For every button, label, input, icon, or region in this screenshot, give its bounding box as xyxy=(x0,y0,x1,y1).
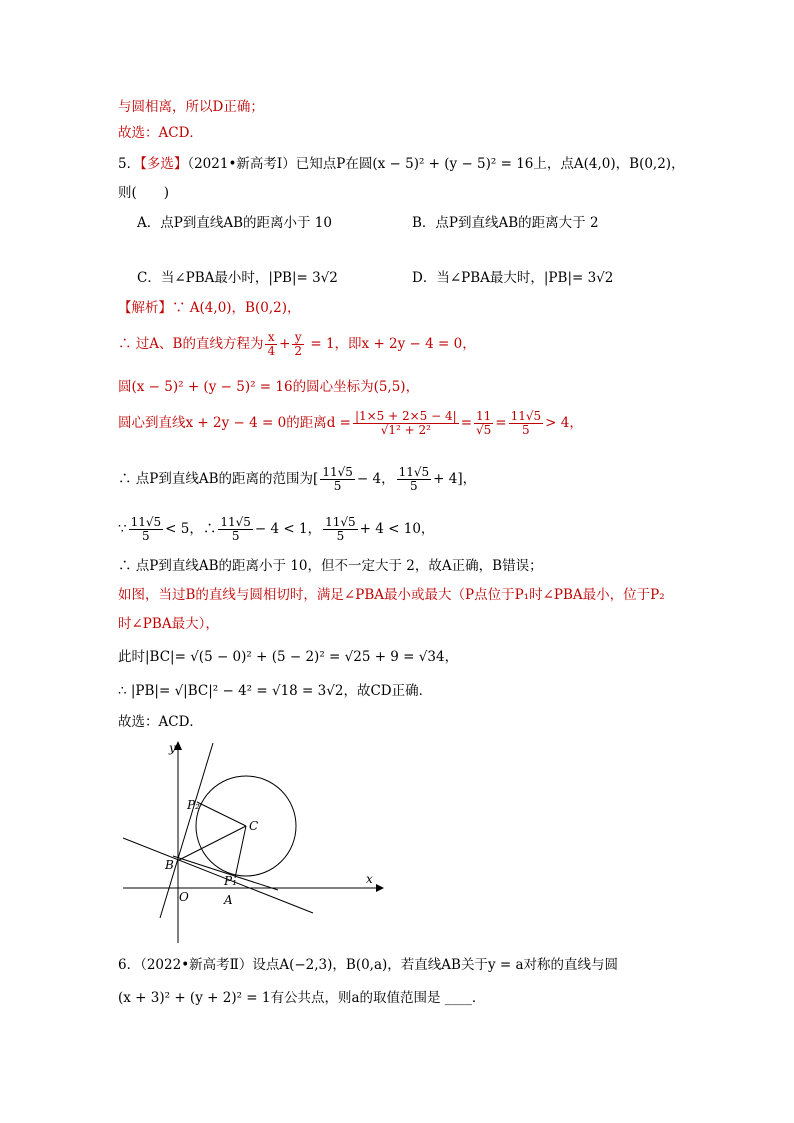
question-6-line-1: 6．（2022•新高考Ⅱ）设点A(−2,3)，B(0,a)，若直线AB关于y = a对称的直线与圆 xyxy=(118,957,619,973)
label-y: y xyxy=(169,741,176,755)
label-p2: P₂ xyxy=(187,798,200,812)
step-tangent-1: 如图，当过B的直线与圆相切时，满足∠PBA最小或最大（P点位于P₁时∠PBA最小，位于P₂ xyxy=(118,587,665,603)
label-o: O xyxy=(179,890,189,904)
x-axis-arrow xyxy=(376,884,384,892)
option-d: D．当∠PBA最大时，|PB|= 3√2 xyxy=(412,270,614,286)
analysis-line-1 xyxy=(118,298,300,318)
step-circle-center: 圆(x − 5)² + (y − 5)² = 16的圆心坐标为(5,5)， xyxy=(118,379,420,395)
option-a: A．点P到直线AB的距离小于 10 xyxy=(137,215,332,231)
label-p1: P₁ xyxy=(224,874,237,888)
fraction-distance: $\frac{|1\times 5 + 2\times 5 - 4|}{\text{√1² + 2²}}$ xyxy=(354,409,457,437)
step-answer: 故选：ACD． xyxy=(118,714,203,730)
fraction-range-high: $\frac{11√5}{5}$ xyxy=(398,465,430,493)
question-5-header xyxy=(118,154,685,174)
step-pb: ∴ |PB|= √|BC|² − 4² = √18 = 3√2，故CD正确． xyxy=(118,683,433,699)
multi-select-tag: 【多选】 xyxy=(140,156,188,172)
step-line-equation: ∴ 过A、B的直线方程为 $\frac{x}{4}$ + $\frac{y}{2}$ = 1，即x + 2y − 4 = 0， xyxy=(118,330,476,358)
segment-p2-c xyxy=(197,802,246,826)
label-c: C xyxy=(249,819,259,833)
label-b: B xyxy=(165,858,174,872)
analysis-given: ∵ A(4,0)，B(0,2)， xyxy=(172,300,301,316)
fraction-compare-c: $\frac{11√5}{5}$ xyxy=(325,515,356,543)
question-6-line-2: (x + 3)² + (y + 2)² = 1有公共点，则a的取值范围是 ____． xyxy=(118,990,486,1006)
line-1: 与圆相离，所以D正确； xyxy=(118,99,264,115)
fraction-range-low: $\frac{11√5}{5}$ xyxy=(322,465,353,493)
fraction-compare-b: $\frac{11√5}{5}$ xyxy=(220,515,251,543)
segment-p1-c xyxy=(235,826,246,878)
option-b: B．点P到直线AB的距离大于 2 xyxy=(412,215,599,231)
question-5-then: 则( ) xyxy=(118,185,170,201)
step-conclusion-ab: ∴ 点P到直线AB的距离小于 10，但不一定大于 2，故A正确，B错误； xyxy=(118,558,543,574)
step-bc: 此时|BC|= √(5 − 0)² + (5 − 2)² = √25 + 9 = √34， xyxy=(118,649,459,665)
step-range: ∴ 点P到直线AB的距离的范围为[ $\frac{11√5}{5}$ − 4， $\frac{11√5}{5}$ + 4]， xyxy=(118,465,477,493)
question-source: （2021•新高考Ⅰ）已知点P在圆(x − 5)² + (y − 5)² = 16上，点A(4,0)，B(0,2)， xyxy=(187,156,685,172)
analysis-tag: 【解析】 xyxy=(118,300,172,316)
question-number: 5． xyxy=(118,156,141,172)
fraction-11sqrt5-over-5: $\frac{11√5}{5}$ xyxy=(510,409,542,437)
fraction-x-over-4: $\frac{x}{4}$ xyxy=(267,330,276,358)
label-a: A xyxy=(224,893,233,907)
fraction-compare-a: $\frac{11√5}{5}$ xyxy=(130,515,162,543)
step-distance: 圆心到直线x + 2y − 4 = 0的距离d = $\frac{|1\times 5 + 2\times 5 - 4|}{\text{√1² + 2²}}$ = $\frac{11}{√5}$ = $\frac{11√5}{5}$ > 4， xyxy=(118,409,583,437)
fraction-11-over-sqrt5: $\frac{11}{√5}$ xyxy=(476,409,492,437)
segment-b-c xyxy=(179,826,246,860)
line-ab xyxy=(123,838,313,913)
option-c: C．当∠PBA最小时，|PB|= 3√2 xyxy=(137,270,338,286)
fraction-y-over-2: $\frac{y}{2}$ xyxy=(294,330,303,358)
step-tangent-2: 时∠PBA最大）， xyxy=(118,616,219,632)
line-2: 故选：ACD． xyxy=(118,125,203,141)
label-x: x xyxy=(366,872,373,886)
geometry-figure xyxy=(118,738,388,948)
step-compare: ∵ $\frac{11√5}{5}$ < 5，∴ $\frac{11√5}{5}$ − 4 < 1， $\frac{11√5}{5}$ + 4 < 10， xyxy=(118,515,435,543)
